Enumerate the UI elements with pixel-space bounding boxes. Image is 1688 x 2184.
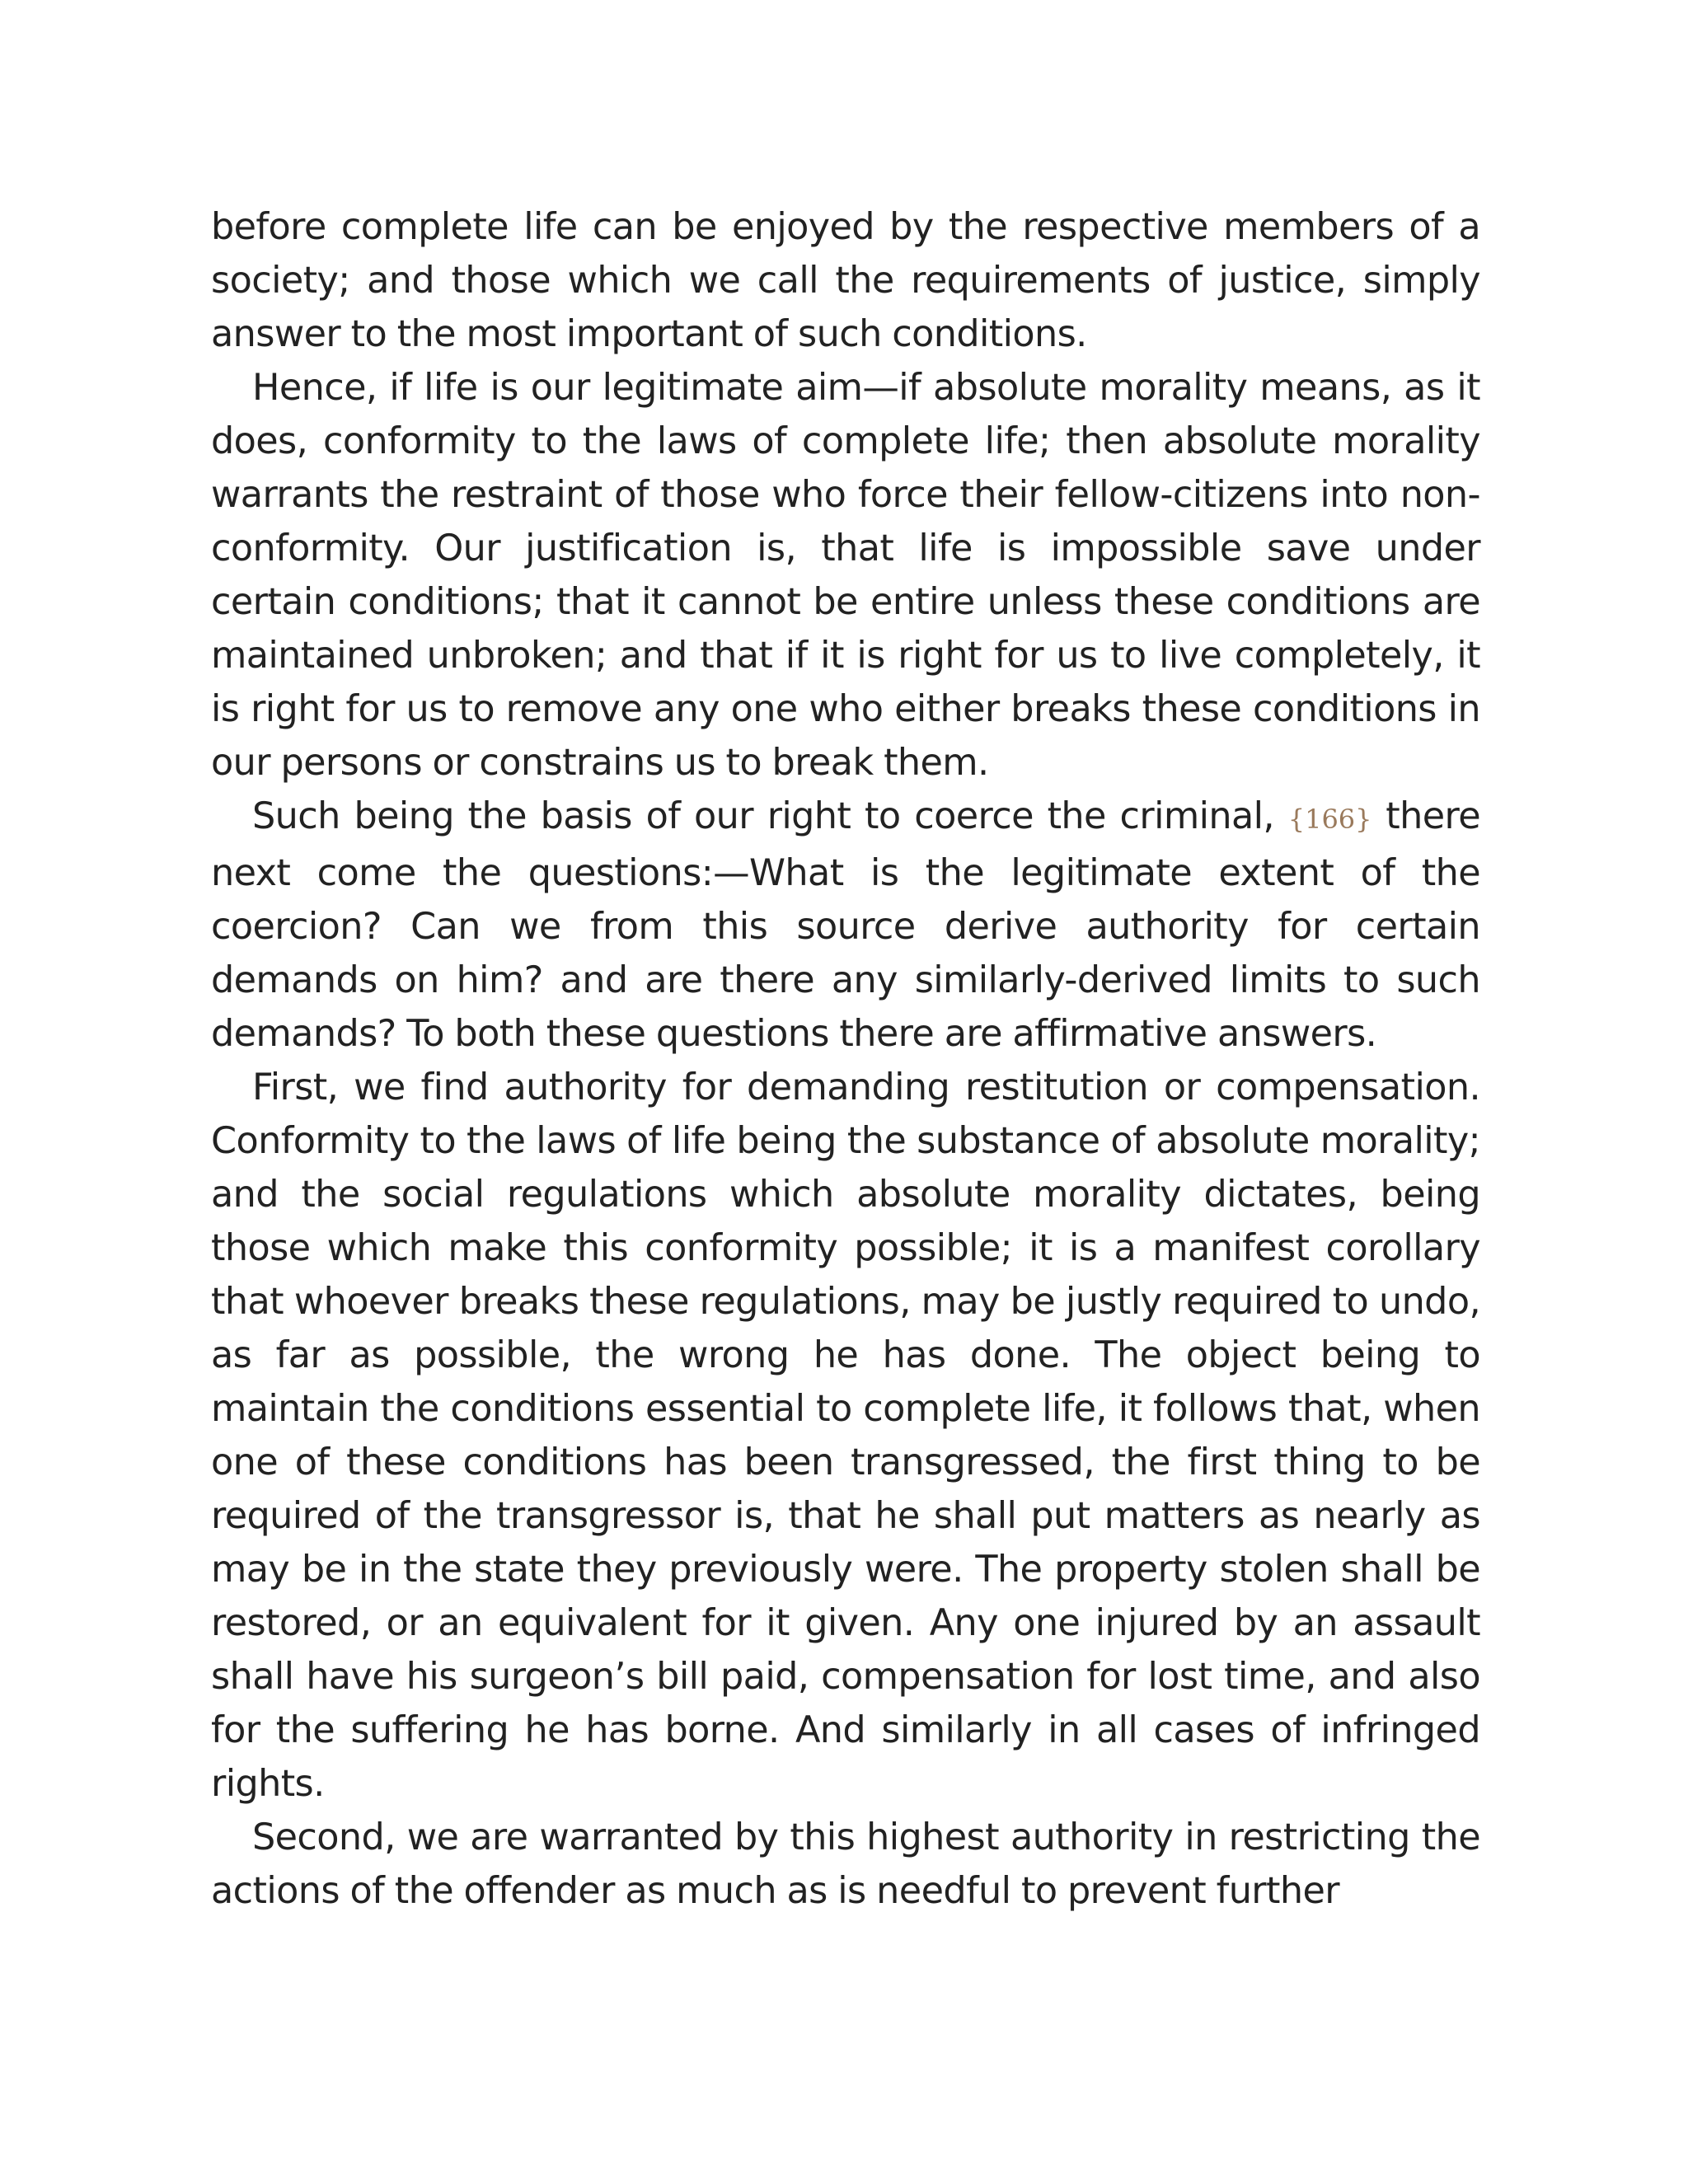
paragraph-text-after-page-number: there next come the questions:—What is the legitimate extent of the coercion? Can we from this source derive authority for certain demands on him? and are there any similarly-derived limits to such demands? To both these questions there are affirmative answers. (211, 795, 1480, 1055)
paragraph-justification: Hence, if life is our legitimate aim—if absolute morality means, as it does, conformity to the laws of complete life; then absolute morality warrants the restraint of those who force their fellow-citizens into non-conformity. Our justification is, that life is impossible save under certain conditions; that it cannot be entire unless these conditions are maintained unbroken; and that if it is right for us to live completely, it is right for us to remove any one who either breaks these conditions in our persons or constrains us to break them. (211, 367, 1480, 784)
paragraph-continuation: before complete life can be enjoyed by the respective members of a society; and those which we call the requirements of justice, simply answer to the most important of such conditions. (211, 206, 1480, 355)
paragraph-restriction: Second, we are warranted by this highest authority in restricting the actions of the offender as much as is needful to prevent further (211, 1816, 1480, 1912)
page-body (211, 200, 1480, 1918)
paragraph-text-before-page-number: Such being the basis of our right to coerce the criminal, (252, 795, 1288, 837)
paragraph-extent-of-coercion (211, 790, 1480, 1061)
page-number-marker: {166} (1287, 804, 1372, 835)
paragraph-restitution: First, we find authority for demanding restitution or compensation. Conformity to the laws of life being the substance of absolute morality; and the social regulations which absolute morality dictates, being those which make this conformity possible; it is a manifest corollary that whoever breaks these regulations, may be justly required to undo, as far as possible, the wrong he has done. The object being to maintain the conditions essential to complete life, it follows that, when one of these conditions has been transgressed, the first thing to be required of the transgressor is, that he shall put matters as nearly as may be in the state they previously were. The property stolen shall be restored, or an equivalent for it given. Any one injured by an assault shall have his surgeon’s bill paid, compensation for lost time, and also for the suffering he has borne. And similarly in all cases of infringed rights. (211, 1066, 1480, 1805)
